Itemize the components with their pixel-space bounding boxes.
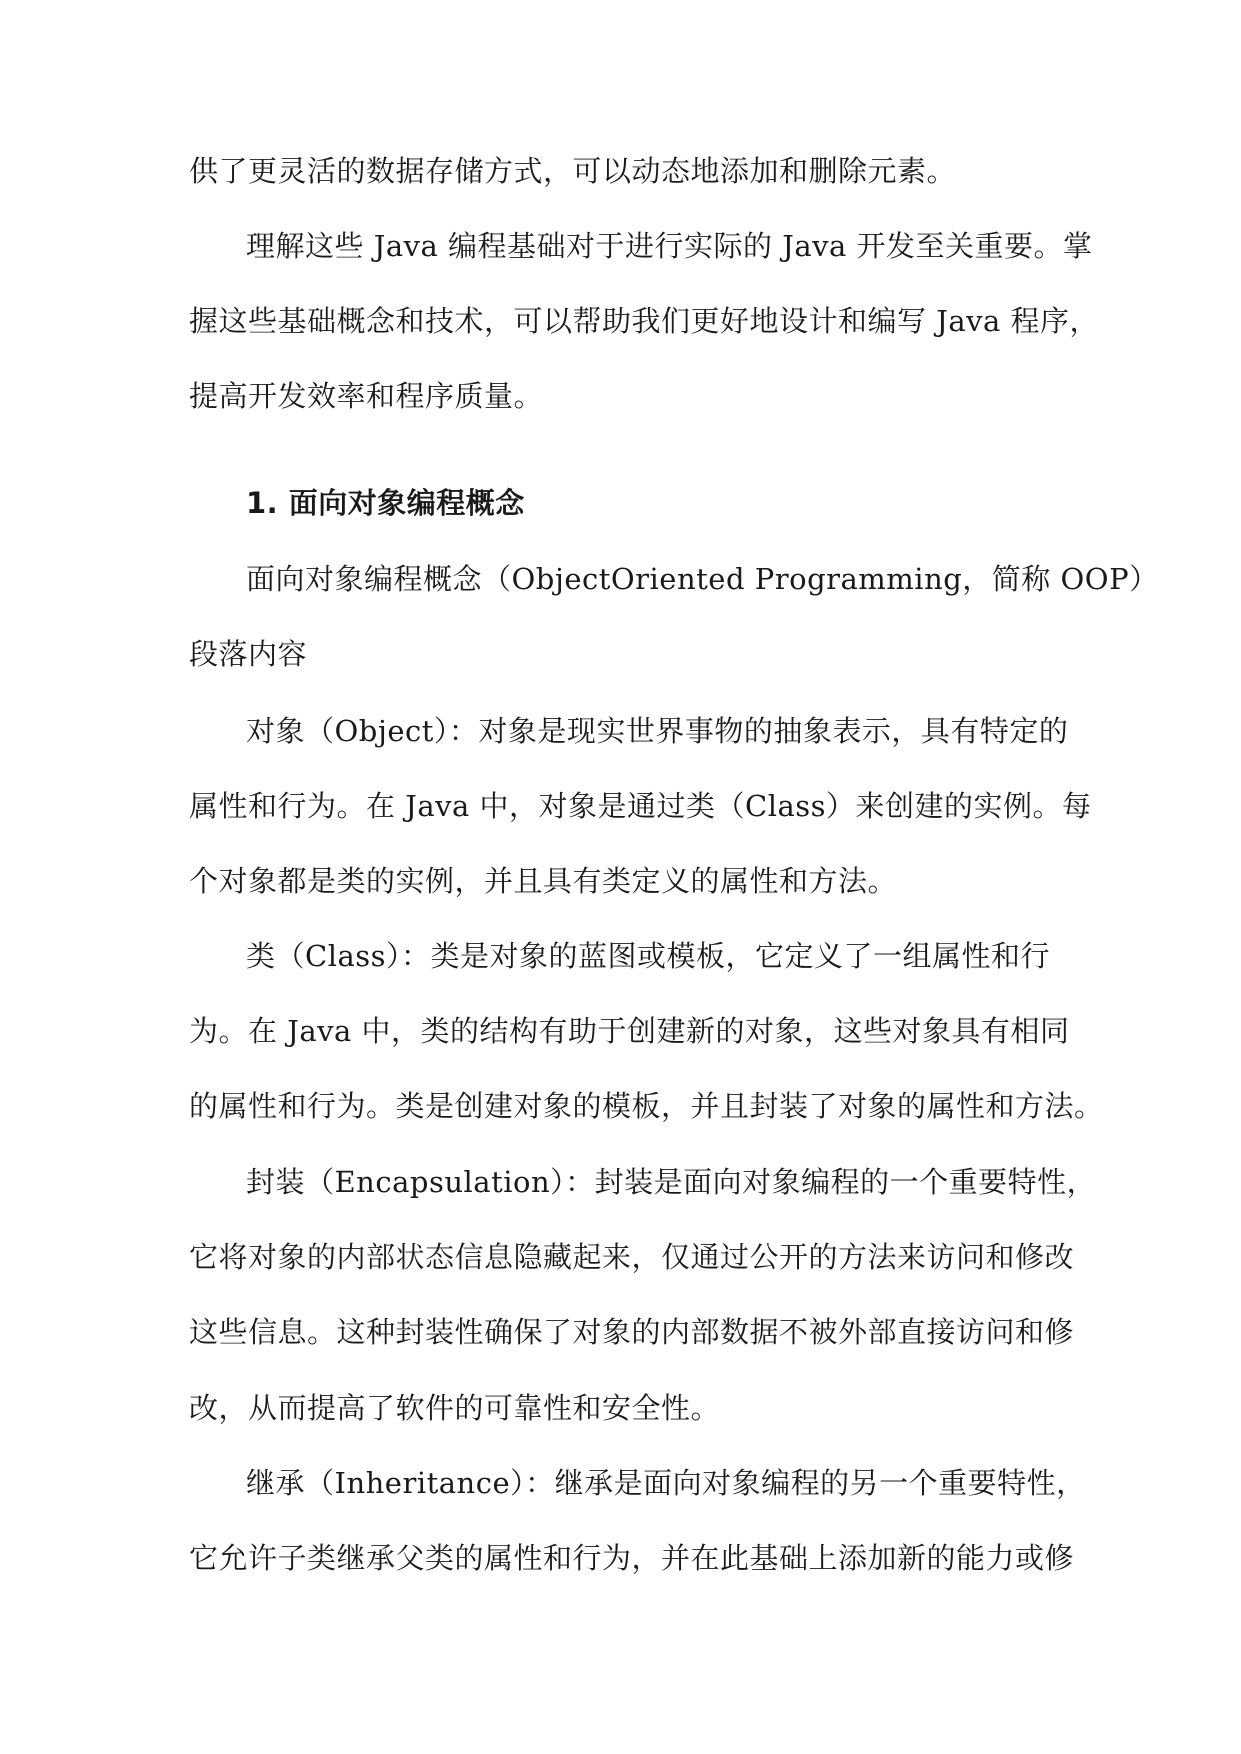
paragraph-line: 理解这些 Java 编程基础对于进行实际的 Java 开发至关重要。掌 (246, 229, 1093, 263)
paragraph-line: 类（Class）：类是对象的蓝图或模板，它定义了一组属性和行 (246, 939, 1051, 973)
paragraph-line: 段落内容 (189, 637, 308, 671)
paragraph-line: 这些信息。这种封装性确保了对象的内部数据不被外部直接访问和修 (189, 1315, 1075, 1349)
paragraph-line: 的属性和行为。类是创建对象的模板，并且封装了对象的属性和方法。 (189, 1089, 1104, 1123)
paragraph-line: 它将对象的内部状态信息隐藏起来，仅通过公开的方法来访问和修改 (189, 1240, 1075, 1274)
paragraph-line: 面向对象编程概念（ObjectOriented Programming，简称 OOP） (246, 562, 1159, 596)
paragraph-line: 封装（Encapsulation）：封装是面向对象编程的一个重要特性， (246, 1165, 1097, 1199)
paragraph-line: 供了更灵活的数据存储方式，可以动态地添加和删除元素。 (189, 154, 957, 188)
section-heading: 1. 面向对象编程概念 (246, 486, 525, 520)
paragraph-line: 对象（Object）：对象是现实世界事物的抽象表示，具有特定的 (246, 714, 1069, 748)
paragraph-line: 握这些基础概念和技术，可以帮助我们更好地设计和编写 Java 程序， (189, 304, 1100, 338)
paragraph-line: 为。在 Java 中，类的结构有助于创建新的对象，这些对象具有相同 (189, 1014, 1070, 1048)
paragraph-line: 提高开发效率和程序质量。 (189, 379, 544, 413)
paragraph-line: 个对象都是类的实例，并且具有类定义的属性和方法。 (189, 864, 898, 898)
paragraph-line: 改，从而提高了软件的可靠性和安全性。 (189, 1391, 721, 1425)
paragraph-line: 继承（Inheritance）：继承是面向对象编程的另一个重要特性， (246, 1466, 1086, 1500)
paragraph-line: 属性和行为。在 Java 中，对象是通过类（Class）来创建的实例。每 (189, 789, 1092, 823)
paragraph-line: 它允许子类继承父类的属性和行为，并在此基础上添加新的能力或修 (189, 1541, 1075, 1575)
